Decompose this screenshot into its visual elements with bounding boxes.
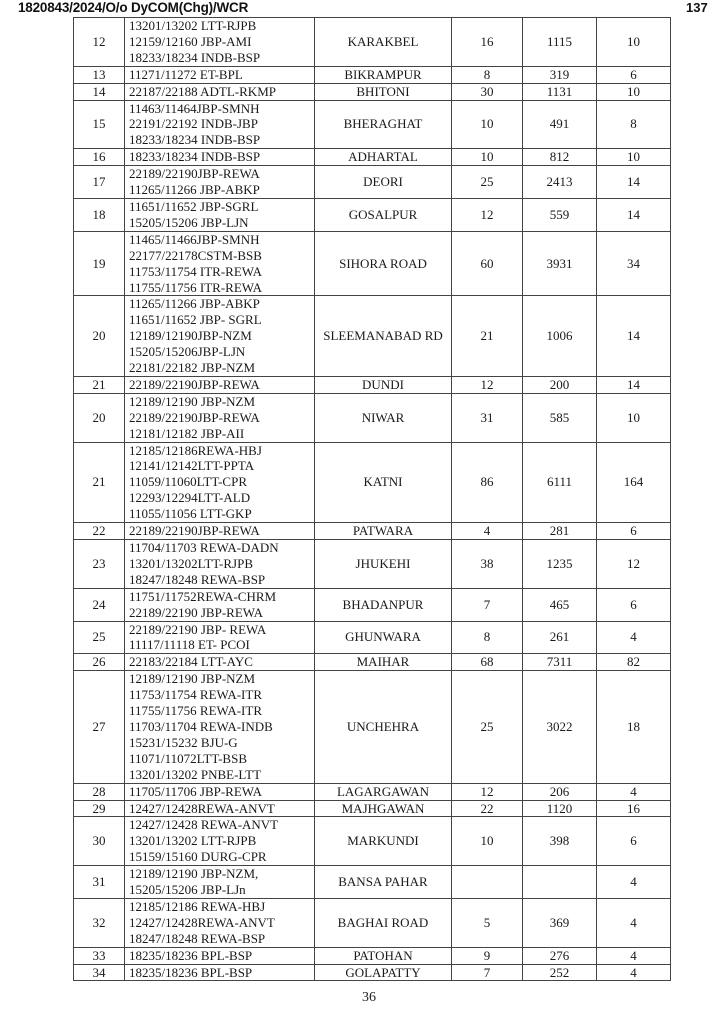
trains-cell [125, 66, 315, 83]
table-row [74, 166, 671, 199]
value-cell-c: 4 [597, 898, 671, 947]
table-row [74, 100, 671, 149]
value-cell-b: 398 [523, 817, 597, 866]
trains-cell [125, 783, 315, 800]
table-row [74, 817, 671, 866]
train-entry: 18233/18234 INDB-BSP [129, 132, 261, 148]
value-cell-c: 14 [597, 198, 671, 231]
train-entry: 11265/11266 JBP-ABKP [129, 182, 260, 198]
station-name-cell: BAGHAI ROAD [315, 898, 452, 947]
table-row [74, 783, 671, 800]
train-entry: 11751/11752REWA-CHRM [129, 588, 277, 604]
value-cell-b: 3931 [523, 231, 597, 296]
value-cell-a: 60 [452, 231, 523, 296]
value-cell-c: 82 [597, 654, 671, 671]
table-row [74, 621, 671, 654]
serial-number-cell: 17 [74, 166, 125, 199]
train-entry: 22189/22190JBP-REWA [129, 409, 260, 425]
value-cell-c: 10 [597, 18, 671, 67]
train-entry: 18247/18248 REWA-BSP [129, 930, 266, 946]
station-name-cell: PATWARA [315, 523, 452, 540]
trains-cell [125, 83, 315, 100]
train-entry: 11755/11756 ITR-REWA [129, 279, 262, 295]
serial-number-cell: 26 [74, 654, 125, 671]
page-number-bottom: 36 [362, 990, 376, 1005]
train-entry: 11117/11118 ET- PCOI [129, 637, 250, 653]
train-entry: 15205/15206 JBP-LJn [129, 882, 246, 898]
train-entry: 22189/22190 JBP- REWA [129, 621, 267, 637]
train-entry: 11651/11652 JBP-SGRL [129, 198, 259, 214]
value-cell-b: 276 [523, 947, 597, 964]
value-cell-b: 319 [523, 66, 597, 83]
value-cell-b: 6111 [523, 442, 597, 523]
train-entry: 18235/18236 BPL-BSP [129, 964, 253, 980]
value-cell-c: 10 [597, 393, 671, 442]
value-cell-c: 164 [597, 442, 671, 523]
table-row [74, 671, 671, 783]
train-entry: 11271/11272 ET-BPL [129, 66, 243, 82]
trains-cell [125, 898, 315, 947]
serial-number-cell: 15 [74, 100, 125, 149]
value-cell-a: 12 [452, 783, 523, 800]
train-entry: 12159/12160 JBP-AMI [129, 33, 252, 49]
trains-cell [125, 817, 315, 866]
train-entry: 22181/22182 JBP-NZM [129, 360, 256, 376]
value-cell-c: 10 [597, 83, 671, 100]
value-cell-a: 25 [452, 671, 523, 783]
trains-cell [125, 621, 315, 654]
value-cell-b: 1120 [523, 800, 597, 817]
train-entry: 12189/12190 JBP-NZM [129, 393, 256, 409]
train-entry: 13201/13202 LTT-RJPB [129, 18, 257, 33]
value-cell-b [523, 866, 597, 899]
value-cell-a: 10 [452, 149, 523, 166]
serial-number-cell: 21 [74, 442, 125, 523]
serial-number-cell: 27 [74, 671, 125, 783]
station-name-cell: GHUNWARA [315, 621, 452, 654]
station-name-cell: LAGARGAWAN [315, 783, 452, 800]
train-entry: 11753/11754 ITR-REWA [129, 263, 262, 279]
table-row [74, 442, 671, 523]
train-entry: 22189/22190JBP-REWA [129, 376, 260, 392]
table-row [74, 83, 671, 100]
trains-cell [125, 442, 315, 523]
value-cell-c: 4 [597, 947, 671, 964]
value-cell-a: 38 [452, 540, 523, 589]
table-row [74, 800, 671, 817]
trains-cell [125, 523, 315, 540]
station-name-cell: BANSA PAHAR [315, 866, 452, 899]
train-entry: 12181/12182 JBP-AII [129, 425, 245, 441]
serial-number-cell: 32 [74, 898, 125, 947]
train-entry: 22187/22188 ADTL-RKMP [129, 83, 276, 99]
train-entry: 12293/12294LTT-ALD [129, 490, 251, 506]
train-entry: 11055/11056 LTT-GKP [129, 506, 252, 522]
table-row [74, 588, 671, 621]
train-entry: 13201/13202 LTT-RJPB [129, 833, 257, 849]
train-entry: 12427/12428 REWA-ANVT [129, 817, 279, 833]
serial-number-cell: 24 [74, 588, 125, 621]
train-entry: 12189/12190JBP-NZM [129, 328, 252, 344]
serial-number-cell: 31 [74, 866, 125, 899]
table-row [74, 18, 671, 67]
train-entry: 12427/12428REWA-ANVT [129, 914, 275, 930]
value-cell-b: 1006 [523, 296, 597, 377]
value-cell-b: 3022 [523, 671, 597, 783]
train-entry: 12185/12186REWA-HBJ [129, 442, 262, 458]
station-name-cell: PATOHAN [315, 947, 452, 964]
train-entry: 22189/22190JBP-REWA [129, 166, 260, 182]
train-entry: 18233/18234 INDB-BSP [129, 149, 261, 165]
value-cell-c: 6 [597, 523, 671, 540]
trains-cell [125, 964, 315, 981]
train-entry: 12141/12142LTT-PPTA [129, 458, 255, 474]
station-name-cell: BHERAGHAT [315, 100, 452, 149]
train-entry: 22189/22190 JBP-REWA [129, 604, 263, 620]
trains-cell [125, 149, 315, 166]
table-row [74, 964, 671, 981]
trains-cell [125, 393, 315, 442]
table-row [74, 296, 671, 377]
value-cell-c: 4 [597, 964, 671, 981]
station-name-cell: BIKRAMPUR [315, 66, 452, 83]
value-cell-a: 7 [452, 588, 523, 621]
station-name-cell: DEORI [315, 166, 452, 199]
train-entry: 22189/22190JBP-REWA [129, 523, 260, 539]
station-name-cell: SIHORA ROAD [315, 231, 452, 296]
value-cell-b: 1115 [523, 18, 597, 67]
train-entry: 18233/18234 INDB-BSP [129, 49, 261, 65]
trains-cell [125, 671, 315, 783]
station-name-cell: BHADANPUR [315, 588, 452, 621]
value-cell-b: 2413 [523, 166, 597, 199]
station-name-cell: KARAKBEL [315, 18, 452, 67]
train-entry: 15205/15206JBP-LJN [129, 344, 246, 360]
station-name-cell: SLEEMANABAD RD [315, 296, 452, 377]
serial-number-cell: 16 [74, 149, 125, 166]
value-cell-b: 7311 [523, 654, 597, 671]
document-reference-watermark: 1820843/2024/O/o DyCOM(Chg)/WCR [18, 0, 249, 15]
trains-cell [125, 800, 315, 817]
value-cell-a: 8 [452, 621, 523, 654]
table-row [74, 866, 671, 899]
table-row [74, 376, 671, 393]
table-body [74, 18, 671, 981]
trains-cell [125, 100, 315, 149]
train-entry: 22191/22192 INDB-JBP [129, 116, 258, 132]
trains-cell [125, 166, 315, 199]
train-entry: 13201/13202LTT-RJPB [129, 555, 254, 571]
train-entry: 11059/11060LTT-CPR [129, 474, 247, 490]
train-entry: 11755/11756 REWA-ITR [129, 703, 262, 719]
value-cell-b: 585 [523, 393, 597, 442]
value-cell-c: 4 [597, 866, 671, 899]
value-cell-c: 6 [597, 817, 671, 866]
train-entry: 11704/11703 REWA-DADN [129, 540, 279, 555]
value-cell-c: 6 [597, 66, 671, 83]
value-cell-a: 16 [452, 18, 523, 67]
station-name-cell: UNCHEHRA [315, 671, 452, 783]
train-entry: 11651/11652 JBP- SGRL [129, 312, 262, 328]
table-row [74, 149, 671, 166]
serial-number-cell: 34 [74, 964, 125, 981]
train-entry: 18235/18236 BPL-BSP [129, 947, 253, 963]
value-cell-b: 1131 [523, 83, 597, 100]
serial-number-cell: 12 [74, 18, 125, 67]
value-cell-c: 4 [597, 621, 671, 654]
value-cell-b: 281 [523, 523, 597, 540]
value-cell-a: 10 [452, 100, 523, 149]
serial-number-cell: 20 [74, 296, 125, 377]
value-cell-b: 1235 [523, 540, 597, 589]
value-cell-a: 31 [452, 393, 523, 442]
table-row [74, 198, 671, 231]
station-name-cell: MAJHGAWAN [315, 800, 452, 817]
trains-cell [125, 296, 315, 377]
value-cell-c: 18 [597, 671, 671, 783]
table-row [74, 523, 671, 540]
value-cell-c: 34 [597, 231, 671, 296]
value-cell-b: 261 [523, 621, 597, 654]
station-name-cell: ADHARTAL [315, 149, 452, 166]
table-row [74, 947, 671, 964]
table-row [74, 898, 671, 947]
train-entry: 11465/11466JBP-SMNH [129, 231, 260, 247]
train-entry: 11705/11706 JBP-REWA [129, 783, 263, 799]
table-row [74, 540, 671, 589]
train-entry: 11265/11266 JBP-ABKP [129, 296, 260, 312]
serial-number-cell: 23 [74, 540, 125, 589]
value-cell-a: 21 [452, 296, 523, 377]
train-entry: 15159/15160 DURG-CPR [129, 849, 267, 865]
trains-cell [125, 198, 315, 231]
station-name-cell: NIWAR [315, 393, 452, 442]
value-cell-a: 9 [452, 947, 523, 964]
serial-number-cell: 18 [74, 198, 125, 231]
value-cell-b: 465 [523, 588, 597, 621]
serial-number-cell: 28 [74, 783, 125, 800]
value-cell-b: 491 [523, 100, 597, 149]
train-entry: 12189/12190 JBP-NZM [129, 671, 256, 687]
station-name-cell: BHITONI [315, 83, 452, 100]
trains-cell [125, 18, 315, 67]
trains-cell [125, 231, 315, 296]
value-cell-a: 4 [452, 523, 523, 540]
trains-cell [125, 540, 315, 589]
train-entry: 15205/15206 JBP-LJN [129, 214, 249, 230]
table-row [74, 393, 671, 442]
value-cell-a: 7 [452, 964, 523, 981]
serial-number-cell: 14 [74, 83, 125, 100]
station-name-cell: KATNI [315, 442, 452, 523]
serial-number-cell: 22 [74, 523, 125, 540]
station-name-cell: MAIHAR [315, 654, 452, 671]
value-cell-a: 10 [452, 817, 523, 866]
value-cell-a: 25 [452, 166, 523, 199]
value-cell-b: 252 [523, 964, 597, 981]
train-entry: 11703/11704 REWA-INDB [129, 718, 273, 734]
serial-number-cell: 29 [74, 800, 125, 817]
table-row [74, 231, 671, 296]
station-name-cell: JHUKEHI [315, 540, 452, 589]
train-entry: 18247/18248 REWA-BSP [129, 571, 266, 587]
value-cell-b: 200 [523, 376, 597, 393]
value-cell-b: 559 [523, 198, 597, 231]
value-cell-c: 8 [597, 100, 671, 149]
value-cell-b: 369 [523, 898, 597, 947]
train-entry: 22183/22184 LTT-AYC [129, 654, 253, 670]
table-row [74, 654, 671, 671]
station-name-cell: GOLAPATTY [315, 964, 452, 981]
serial-number-cell: 21 [74, 376, 125, 393]
train-entry: 15231/15232 BJU-G [129, 734, 238, 750]
train-entry: 22177/22178CSTM-BSB [129, 247, 262, 263]
value-cell-b: 206 [523, 783, 597, 800]
value-cell-c: 6 [597, 588, 671, 621]
value-cell-c: 14 [597, 296, 671, 377]
value-cell-a [452, 866, 523, 899]
value-cell-c: 14 [597, 166, 671, 199]
train-entry: 12185/12186 REWA-HBJ [129, 898, 266, 914]
value-cell-a: 12 [452, 376, 523, 393]
trains-cell [125, 654, 315, 671]
value-cell-a: 86 [452, 442, 523, 523]
trains-cell [125, 866, 315, 899]
train-entry: 11463/11464JBP-SMNH [129, 100, 260, 116]
value-cell-a: 68 [452, 654, 523, 671]
value-cell-a: 30 [452, 83, 523, 100]
value-cell-a: 22 [452, 800, 523, 817]
table-row [74, 66, 671, 83]
train-entry: 11753/11754 REWA-ITR [129, 687, 262, 703]
value-cell-c: 14 [597, 376, 671, 393]
value-cell-c: 12 [597, 540, 671, 589]
serial-number-cell: 33 [74, 947, 125, 964]
station-name-cell: MARKUNDI [315, 817, 452, 866]
serial-number-cell: 20 [74, 393, 125, 442]
trains-cell [125, 376, 315, 393]
value-cell-a: 5 [452, 898, 523, 947]
station-name-cell: DUNDI [315, 376, 452, 393]
trains-cell [125, 947, 315, 964]
train-entry: 11071/11072LTT-BSB [129, 750, 247, 766]
serial-number-cell: 19 [74, 231, 125, 296]
train-entry: 13201/13202 PNBE-LTT [129, 766, 262, 782]
value-cell-c: 16 [597, 800, 671, 817]
station-name-cell: GOSALPUR [315, 198, 452, 231]
page-number-top: 137 [686, 0, 708, 15]
value-cell-c: 4 [597, 783, 671, 800]
value-cell-a: 12 [452, 198, 523, 231]
serial-number-cell: 30 [74, 817, 125, 866]
train-entry: 12427/12428REWA-ANVT [129, 800, 275, 816]
trains-cell [125, 588, 315, 621]
station-train-table [73, 17, 671, 981]
train-entry: 12189/12190 JBP-NZM, [129, 866, 259, 882]
serial-number-cell: 25 [74, 621, 125, 654]
value-cell-a: 8 [452, 66, 523, 83]
value-cell-c: 10 [597, 149, 671, 166]
value-cell-b: 812 [523, 149, 597, 166]
serial-number-cell: 13 [74, 66, 125, 83]
